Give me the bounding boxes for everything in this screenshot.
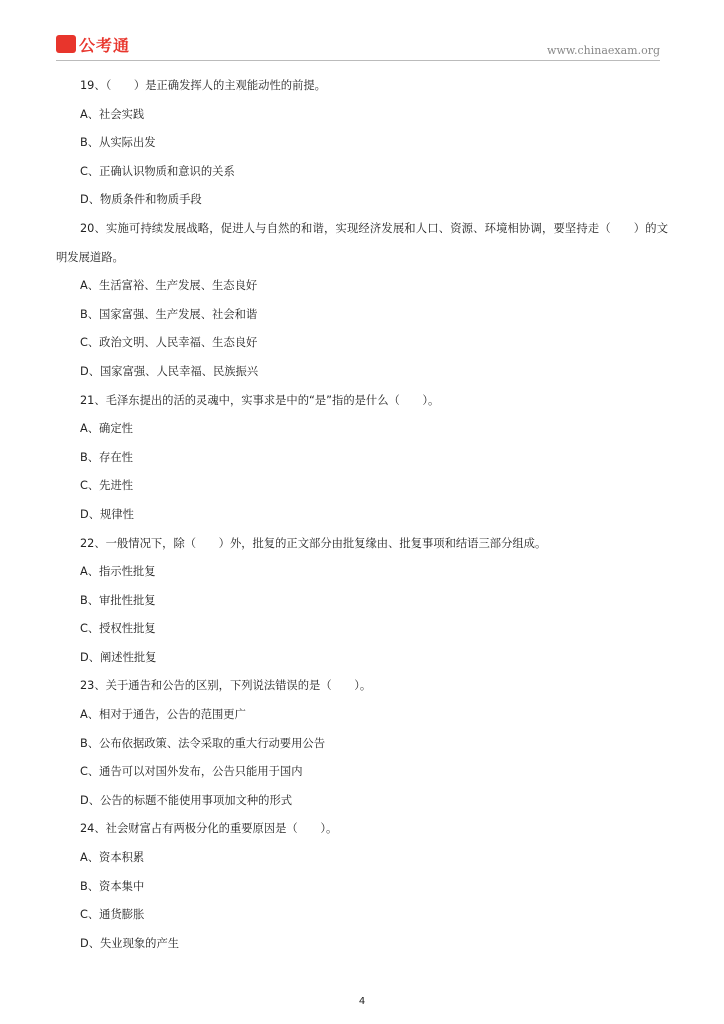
site-logo <box>56 34 130 54</box>
question-20-text: 20、实施可持续发展战略，促进人与自然的和谐，实现经济发展和人口、资源、环境相协调，要坚持走（ ）的文明发展道路。 <box>56 221 668 264</box>
question-21-text: 21、毛泽东提出的活的灵魂中，实事求是中的“是”指的是什么（ ）。 <box>80 393 440 407</box>
question-24-option-d: D、失业现象的产生 <box>80 936 180 950</box>
question-20-option-b: B、国家富强、生产发展、社会和谐 <box>80 307 258 321</box>
question-22-option-a: A、指示性批复 <box>80 565 156 579</box>
question-19-option-a: A、社会实践 <box>80 107 145 121</box>
question-20-option-c: C、政治文明、人民幸福、生态良好 <box>80 336 258 350</box>
question-23-option-b: B、公布依据政策、法令采取的重大行动要用公告 <box>80 736 325 750</box>
question-19-option-d: D、物质条件和物质手段 <box>80 193 202 207</box>
question-23-option-a: A、相对于通告，公告的范围更广 <box>80 708 246 722</box>
site-url: www.chinaexam.org <box>547 44 660 57</box>
page-number: 4 <box>358 996 366 1007</box>
question-22-option-c: C、授权性批复 <box>80 622 156 636</box>
question-21-option-d: D、规律性 <box>80 507 134 521</box>
question-24-option-c: C、通货膨胀 <box>80 908 145 922</box>
question-21-option-c: C、先进性 <box>80 479 134 493</box>
question-list <box>56 72 668 958</box>
question-20-option-a: A、生活富裕、生产发展、生态良好 <box>80 279 258 293</box>
page-header <box>0 0 724 64</box>
question-24-option-b: B、资本集中 <box>80 879 145 893</box>
question-24-option-a: A、资本积累 <box>80 851 145 865</box>
header-divider <box>56 60 660 61</box>
question-22-text: 22、一般情况下，除（ ）外，批复的正文部分由批复缘由、批复事项和结语三部分组成。 <box>80 536 547 550</box>
question-21-option-b: B、存在性 <box>80 450 133 464</box>
question-24-text: 24、社会财富占有两极分化的重要原因是（ ）。 <box>80 822 338 836</box>
question-22-option-d: D、阐述性批复 <box>80 650 157 664</box>
question-19-option-c: C、正确认识物质和意识的关系 <box>80 164 235 178</box>
question-21-option-a: A、确定性 <box>80 422 133 436</box>
logo-text: 公考通 <box>79 35 131 55</box>
question-23-option-d: D、公告的标题不能使用事项加文种的形式 <box>80 793 293 807</box>
question-19-option-b: B、从实际出发 <box>80 136 156 150</box>
question-23-text: 23、关于通告和公告的区别，下列说法错误的是（ ）。 <box>80 679 372 693</box>
logo-badge-icon <box>56 35 76 53</box>
question-22-option-b: B、审批性批复 <box>80 593 156 607</box>
question-20-option-d: D、国家富强、人民幸福、民族振兴 <box>80 364 259 378</box>
question-23-option-c: C、通告可以对国外发布，公告只能用于国内 <box>80 765 303 779</box>
question-19-text: 19、（ ）是正确发挥人的主观能动性的前提。 <box>80 79 326 92</box>
